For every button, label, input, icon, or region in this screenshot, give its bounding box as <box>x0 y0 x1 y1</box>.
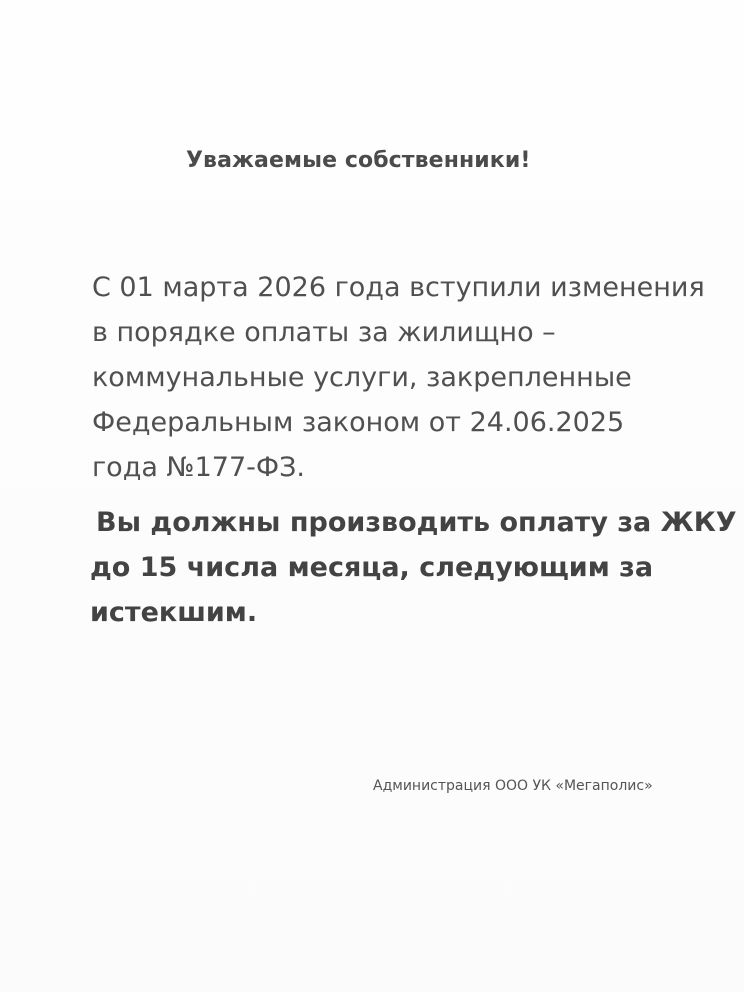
notice-title: Уважаемые собственники! <box>186 148 531 173</box>
emphasis-line: Вы должны производить оплату за ЖКУ <box>96 507 737 538</box>
signature: Администрация ООО УК «Мегаполис» <box>373 778 653 794</box>
body-line: в порядке оплаты за жилищно – <box>92 317 556 348</box>
notice-body <box>92 265 732 490</box>
body-line: С 01 марта 2026 года вступили изменения <box>92 272 705 303</box>
emphasis-line: истекшим. <box>90 597 258 628</box>
body-line: коммунальные услуги, закрепленные <box>92 362 632 393</box>
payment-deadline-notice <box>90 500 737 635</box>
body-line: Федеральным законом от 24.06.2025 <box>92 407 625 438</box>
body-line: года №177-ФЗ. <box>92 452 305 483</box>
emphasis-line: до 15 числа месяца, следующим за <box>90 552 654 583</box>
